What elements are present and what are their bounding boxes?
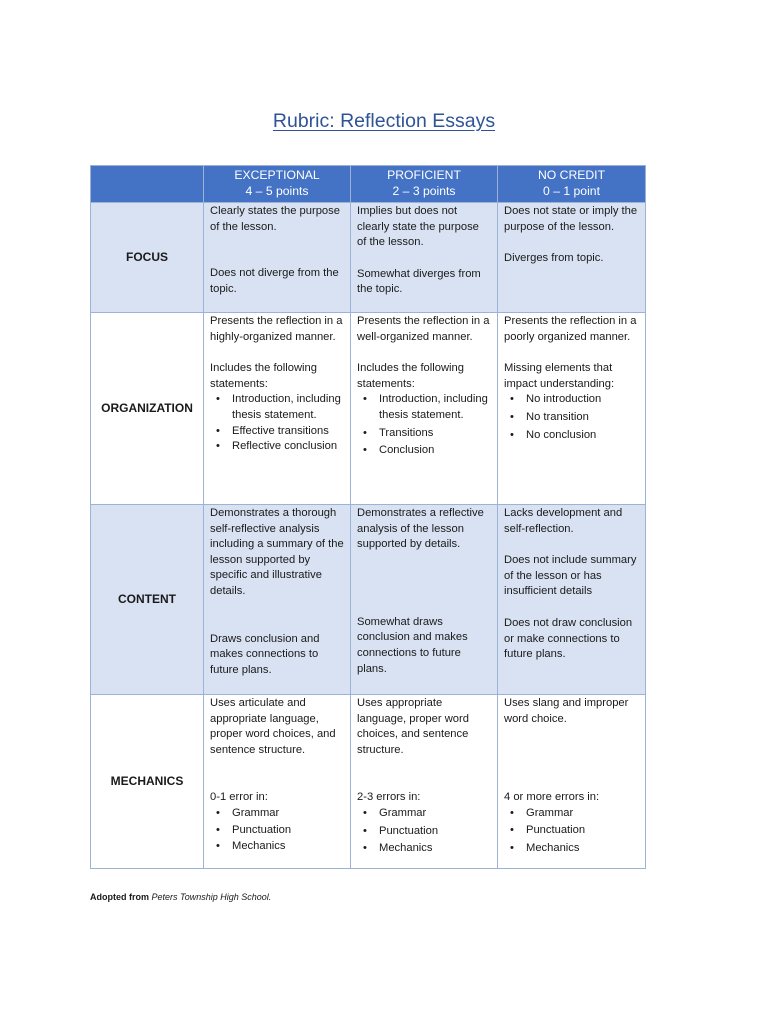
criteria-list [210, 392, 344, 454]
list-item: • Grammar [526, 806, 639, 822]
criterion-text: Does not draw conclusion or make connections to future plans. [504, 616, 633, 661]
list-item: • Mechanics [379, 841, 491, 857]
level-name: EXCEPTIONAL [234, 168, 320, 182]
column-header-proficient [351, 166, 498, 203]
cell-proficient [351, 695, 498, 869]
cell-exceptional [204, 313, 351, 505]
criterion-text: 2-3 errors in: [357, 791, 421, 804]
cell-exceptional [204, 695, 351, 869]
source-note [90, 892, 271, 902]
row-content [91, 505, 646, 695]
list-item: • Transitions [379, 426, 491, 442]
criterion-text: Demonstrates a reflective analysis of the lesson supported by details. [357, 507, 484, 551]
cell-proficient [351, 203, 498, 313]
criteria-list [210, 806, 344, 855]
criterion-text: Somewhat diverges from the topic. [357, 267, 481, 296]
level-points: 0 – 1 point [543, 184, 600, 198]
criterion-text: Does not include summary of the lesson or has insufficient details [504, 554, 637, 598]
criterion-text: Diverges from topic. [504, 252, 604, 265]
row-header: MECHANICS [91, 695, 204, 869]
level-name: PROFICIENT [387, 168, 461, 182]
criterion-text: Does not diverge from the topic. [210, 267, 339, 295]
criterion-text: Presents the reflection in a well-organized manner. [357, 315, 490, 343]
row-mechanics [91, 695, 646, 869]
column-header-no-credit [498, 166, 646, 203]
criteria-list [357, 392, 491, 458]
row-header: FOCUS [91, 203, 204, 313]
criterion-text: 0-1 error in: [210, 791, 268, 804]
list-item: • Punctuation [526, 823, 639, 839]
criterion-text: Includes the following statements: [357, 362, 464, 390]
cell-no-credit [498, 203, 646, 313]
criterion-text: Includes the following statements: [210, 362, 317, 390]
source-name: Peters Township High School. [151, 892, 272, 902]
column-header-exceptional [204, 166, 351, 203]
criteria-list [504, 392, 639, 443]
list-item: • Introduction, including thesis statement. [379, 392, 491, 423]
criterion-text: Clearly states the purpose of the lesson. [210, 205, 340, 233]
row-header: CONTENT [91, 505, 204, 695]
list-item: • No introduction [526, 392, 639, 408]
criterion-text: Uses articulate and appropriate language, proper word choices, and sentence structure. [210, 697, 336, 756]
row-header: ORGANIZATION [91, 313, 204, 505]
list-item: • Effective transitions [232, 424, 344, 440]
cell-proficient [351, 313, 498, 505]
list-item: • Reflective conclusion [232, 439, 344, 455]
list-item: • Grammar [379, 806, 491, 822]
list-item: • No transition [526, 410, 639, 426]
row-organization [91, 313, 646, 505]
header-row [91, 166, 646, 203]
cell-proficient [351, 505, 498, 695]
criterion-text: Uses slang and improper word choice. [504, 697, 629, 725]
rubric-table [90, 165, 646, 869]
criterion-text: Missing elements that impact understanding: [504, 362, 615, 390]
list-item: • Conclusion [379, 443, 491, 459]
corner-cell [91, 166, 204, 203]
cell-exceptional [204, 505, 351, 695]
list-item: • Mechanics [526, 841, 639, 857]
criterion-text: Presents the reflection in a poorly organized manner. [504, 315, 637, 343]
list-item: • Grammar [232, 806, 344, 822]
criterion-text: Implies but does not clearly state the purpose of the lesson. [357, 205, 479, 249]
cell-no-credit [498, 695, 646, 869]
criterion-text: Demonstrates a thorough self-reflective analysis including a summary of the lesson supported by specific and illustrative details. [210, 507, 344, 597]
document-title: Rubric: Reflection Essays [272, 110, 496, 132]
list-item: • Punctuation [379, 824, 491, 840]
cell-no-credit [498, 313, 646, 505]
level-points: 2 – 3 points [392, 184, 456, 198]
row-focus [91, 203, 646, 313]
level-points: 4 – 5 points [245, 184, 309, 198]
criterion-text: Somewhat draws conclusion and makes connections to future plans. [357, 615, 468, 675]
list-item: • Mechanics [232, 839, 344, 855]
cell-exceptional [204, 203, 351, 313]
criterion-text: Draws conclusion and makes connections to future plans. [210, 632, 320, 676]
criterion-text: Presents the reflection in a highly-organized manner. [210, 315, 343, 343]
list-item: • No conclusion [526, 428, 639, 444]
criteria-list [504, 806, 639, 857]
list-item: • Punctuation [232, 823, 344, 839]
list-item: • Introduction, including thesis statement. [232, 392, 344, 423]
source-label: Adopted from [90, 892, 149, 902]
cell-no-credit [498, 505, 646, 695]
criterion-text: Uses appropriate language, proper word choices, and sentence structure. [357, 697, 469, 756]
level-name: NO CREDIT [537, 168, 606, 182]
criteria-list [357, 806, 491, 857]
criterion-text: Lacks development and self-reflection. [504, 507, 623, 535]
criterion-text: Does not state or imply the purpose of the lesson. [504, 205, 638, 233]
criterion-text: 4 or more errors in: [504, 791, 600, 804]
